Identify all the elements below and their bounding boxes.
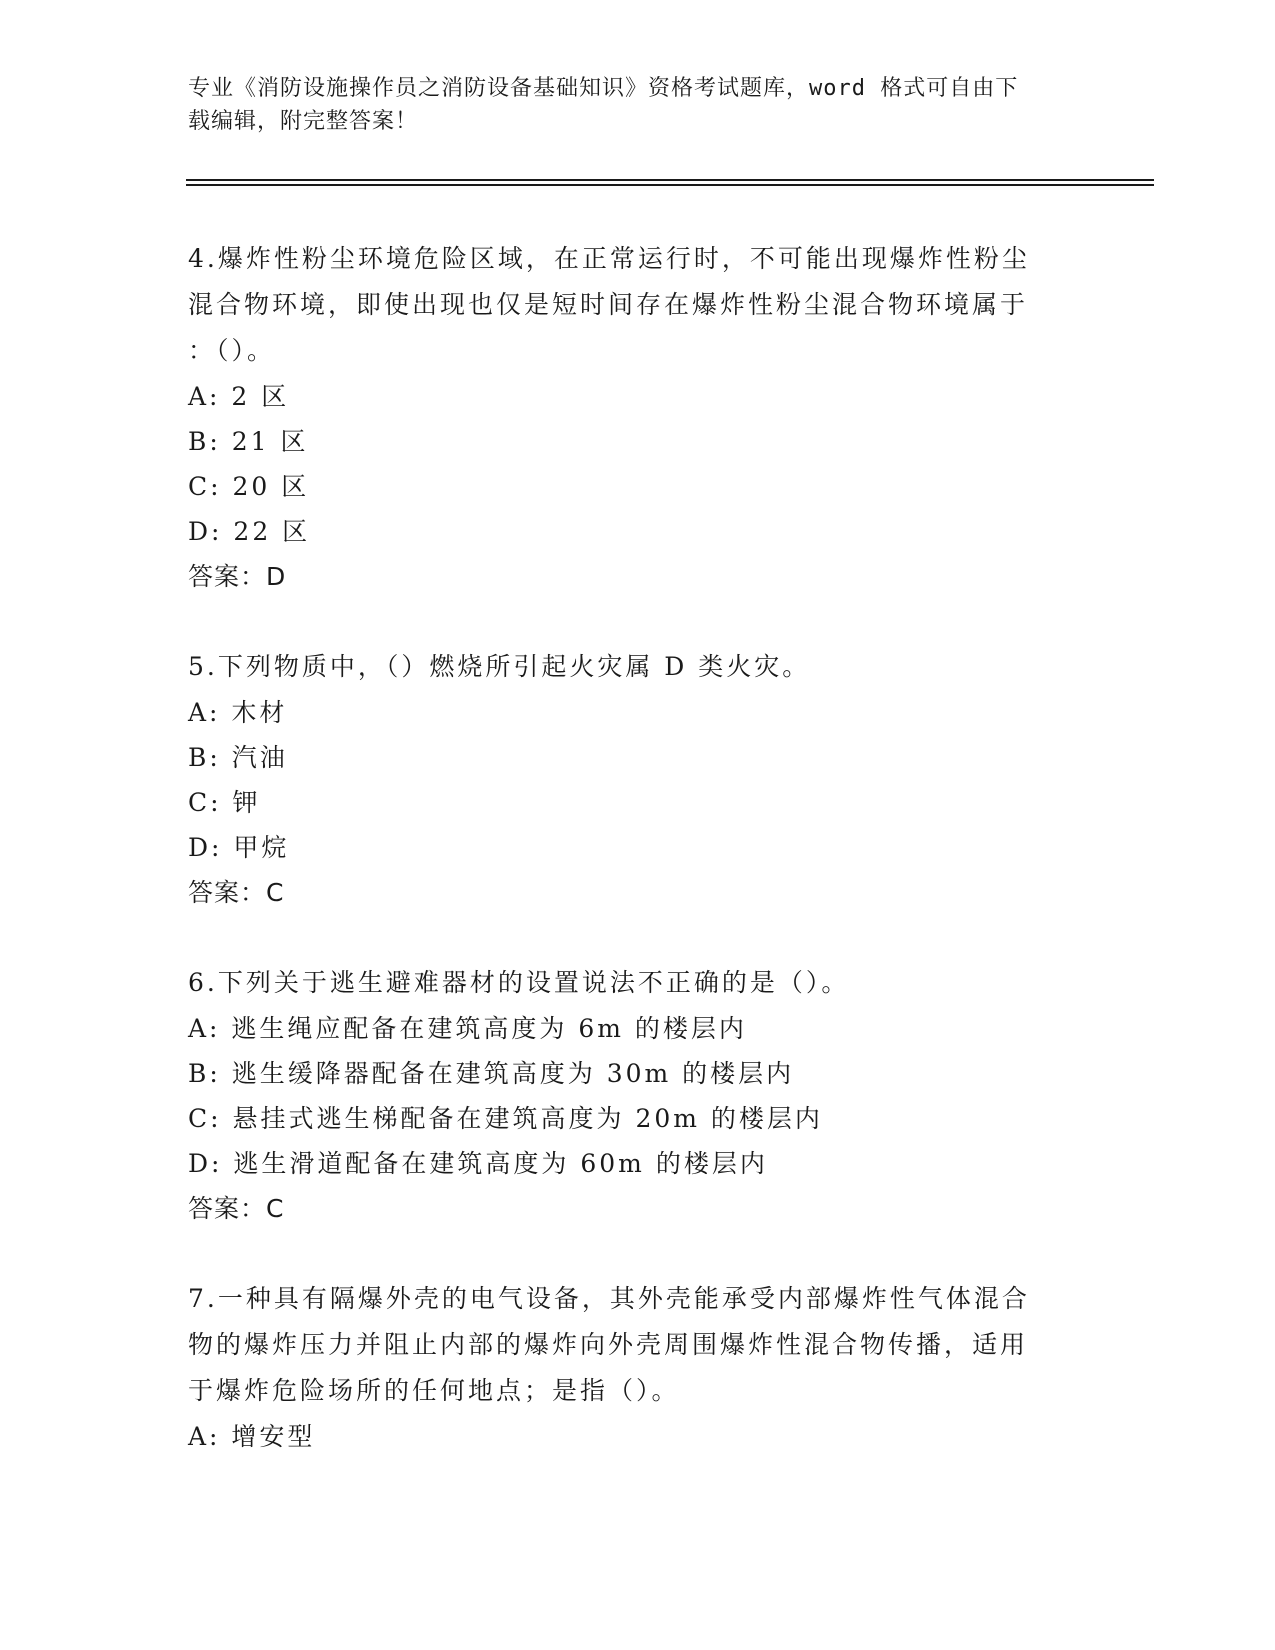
document-header — [188, 72, 1068, 138]
option-d: D: 甲烷 — [188, 833, 290, 862]
option-c: C: 20 区 — [188, 472, 310, 501]
option-a: A: 木材 — [188, 698, 288, 727]
option-c: C: 钾 — [188, 788, 261, 817]
header-divider-bottom — [186, 184, 1154, 186]
question-spacer — [188, 1232, 1088, 1276]
answer-line: 答案：C — [188, 878, 285, 907]
question-stem-line: 7.一种具有隔爆外壳的电气设备，其外壳能承受内部爆炸性气体混合 — [188, 1284, 1030, 1313]
question-stem-line: ：（）。 — [188, 336, 276, 365]
option-a: A: 增安型 — [188, 1422, 316, 1451]
header-line-2: 载编辑，附完整答案！ — [188, 109, 419, 134]
option-a: A: 2 区 — [188, 382, 290, 411]
question-spacer — [188, 600, 1088, 644]
option-a: A: 逃生绳应配备在建筑高度为 6m 的楼层内 — [188, 1014, 747, 1043]
answer-line: 答案：D — [188, 562, 287, 591]
option-c: C: 悬挂式逃生梯配备在建筑高度为 20m 的楼层内 — [188, 1104, 823, 1133]
question-item — [188, 960, 1088, 1232]
header-divider-top — [186, 179, 1154, 181]
question-stem-line: 物的爆炸压力并阻止内部的爆炸向外壳周围爆炸性混合物传播，适用 — [188, 1330, 1029, 1359]
question-spacer — [188, 916, 1088, 960]
option-b: B: 汽油 — [188, 743, 288, 772]
header-line-1: 专业《消防设施操作员之消防设备基础知识》资格考试题库，word 格式可自由下 — [188, 76, 1019, 101]
question-stem-line: 混合物环境，即使出现也仅是短时间存在爆炸性粉尘混合物环境属于 — [188, 290, 1029, 319]
question-stem-line: 5.下列物质中，（）燃烧所引起火灾属 D 类火灾。 — [188, 652, 811, 681]
option-d: D: 逃生滑道配备在建筑高度为 60m 的楼层内 — [188, 1149, 768, 1178]
question-stem-line: 于爆炸危险场所的任何地点；是指（）。 — [188, 1376, 680, 1405]
answer-line: 答案：C — [188, 1194, 285, 1223]
question-stem-line: 4.爆炸性粉尘环境危险区域，在正常运行时，不可能出现爆炸性粉尘 — [188, 244, 1030, 273]
question-list — [188, 236, 1088, 1459]
question-item — [188, 644, 1088, 916]
option-b: B: 21 区 — [188, 427, 309, 456]
question-item — [188, 236, 1088, 600]
option-d: D: 22 区 — [188, 517, 311, 546]
question-stem-line: 6.下列关于逃生避难器材的设置说法不正确的是（）。 — [188, 968, 850, 997]
option-b: B: 逃生缓降器配备在建筑高度为 30m 的楼层内 — [188, 1059, 795, 1088]
question-item — [188, 1276, 1088, 1459]
